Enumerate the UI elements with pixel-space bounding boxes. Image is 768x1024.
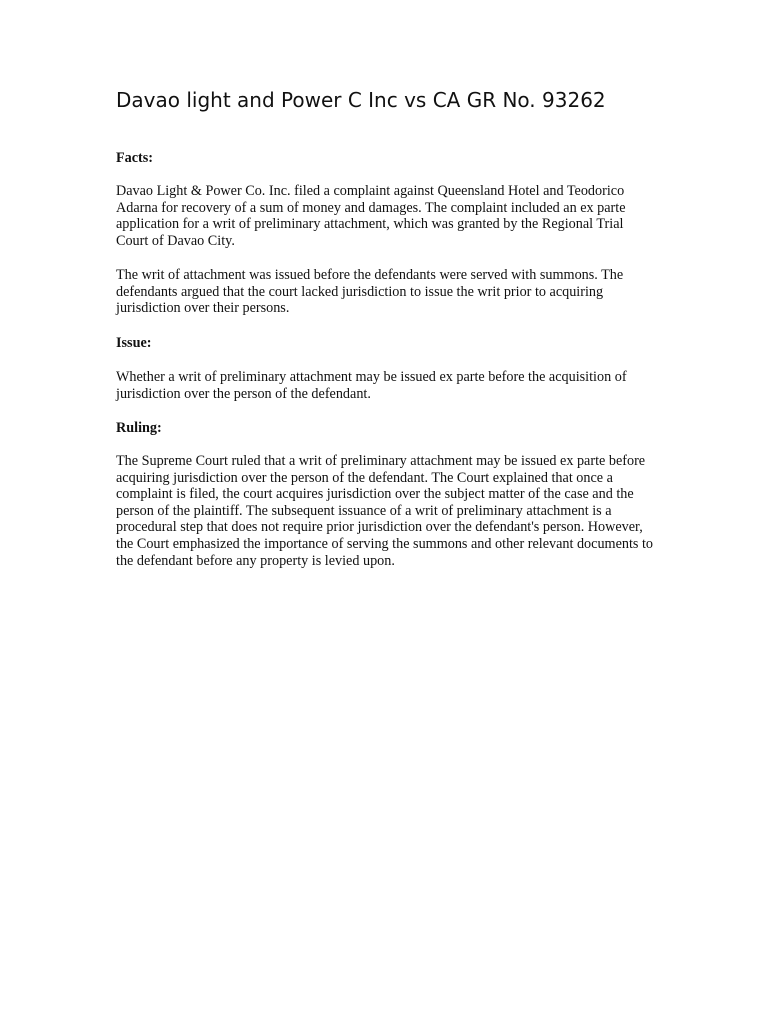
issue-paragraph: Whether a writ of preliminary attachment may be issued ex parte before the acquisition of jurisdiction over the person of the defendant. — [116, 369, 627, 402]
facts-heading: Facts: — [116, 150, 154, 166]
document-title: Davao light and Power C Inc vs CA GR No. 93262 — [116, 88, 606, 112]
ruling-paragraph: The Supreme Court ruled that a writ of preliminary attachment may be issued ex parte before acquiring jurisdiction over the person of the defendant. The Court explained that once a complaint is filed, the court acquires jurisdiction over the subject matter of the case and the person of the plaintiff. The subsequent issuance of a writ of preliminary attachment is a procedural step that does not require prior jurisdiction over the defendant's person. However, the Court emphasized the importance of serving the summons and other relevant documents to the defendant before any property is levied upon. — [116, 453, 654, 569]
facts-paragraph-2: The writ of attachment was issued before the defendants were served with summons. The defendants argued that the court lacked jurisdiction to issue the writ prior to acquiring jurisdiction over their persons. — [116, 267, 624, 317]
issue-heading: Issue: — [116, 335, 152, 351]
facts-paragraph-1: Davao Light & Power Co. Inc. filed a complaint against Queensland Hotel and Teodorico Adarna for recovery of a sum of money and damages. The complaint included an ex parte application for a writ of preliminary attachment, which was granted by the Regional Trial Court of Davao City. — [116, 183, 626, 249]
ruling-heading: Ruling: — [116, 420, 162, 436]
